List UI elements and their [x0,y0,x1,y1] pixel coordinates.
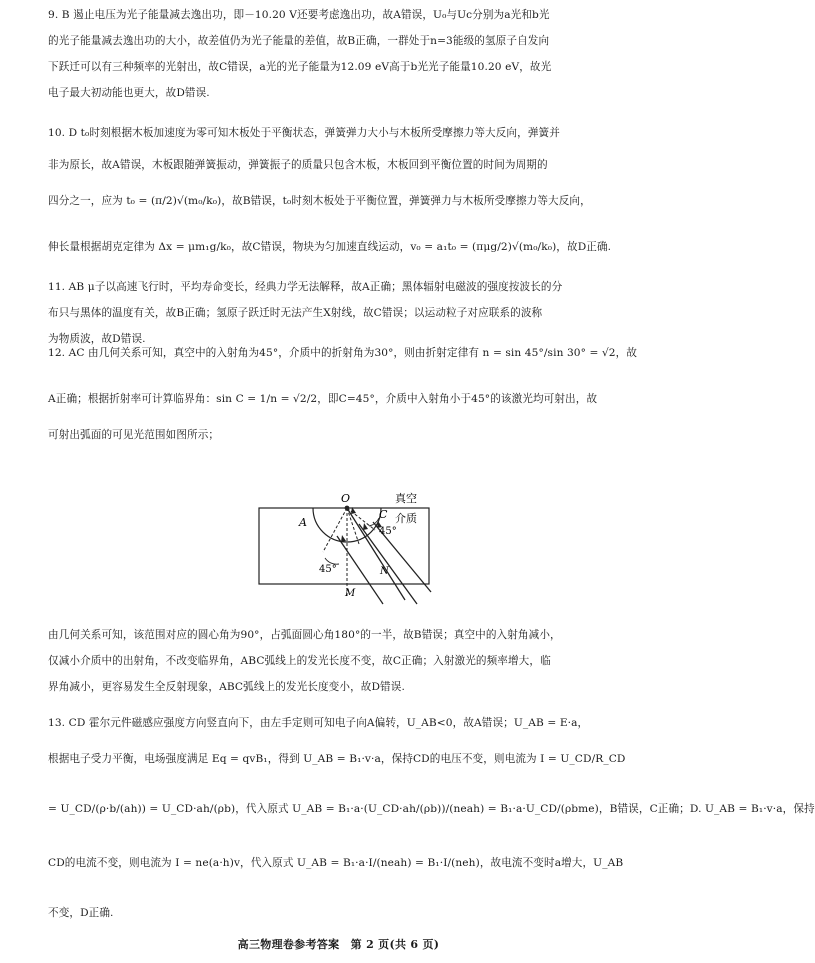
q11-line: 为物质波，故D错误. [48,333,146,345]
label-medium: 介质 [395,512,417,525]
q12-line: 界角减小，更容易发生全反射现象，ABC弧线上的发光长度变小，故D错误. [48,681,405,693]
q13-line: CD的电流不变，则电流为 I = ne(a·h)v，代入原式 U_AB = B₁·a·I/(neah) = B₁·I/(neh)，故电流不变时a增大，U_AB [48,857,624,869]
ray [337,536,383,604]
q13-line: 13. CD 霍尔元件磁感应强度方向竖直向下，由左手定则可知电子向A偏转，U_AB<0，故A错误；U_AB = E·a， [48,717,589,729]
angle-label: 45° [379,526,397,537]
angle-label: 45° [319,564,337,575]
q10-line: 伸长量根据胡克定律为 Δx = μm₁g/k₀，故C错误，物块为匀加速直线运动，v₀ = a₁t₀ = (πμg/2)√(m₀/k₀)，故D正确. [48,241,612,253]
q9-line: 下跃迁可以有三种频率的光射出，故C错误，a光的光子能量为12.09 eV高于b光光子能量10.20 eV，故光 [48,61,552,73]
q13-line: = U_CD/(ρ·b/(ah)) = U_CD·ah/(ρb)，代入原式 U_AB = B₁·a·(U_CD·ah/(ρb))/(neah) = B₁·a·U_CD/(ρbme)，B错误，C正确；D. U_AB = B₁·v·a，保持 [48,803,815,815]
q9-line: 的光子能量减去逸出功的大小，故差值仍为光子能量的差值，故B正确，一群处于n=3能级的氢原子自发向 [48,35,550,47]
q12-line: 12. AC 由几何关系可知，真空中的入射角为45°，介质中的折射角为30°，则由折射定律有 n = sin 45°/sin 30° = √2，故 [48,347,638,359]
q10-line: 10. D t₀时刻根据木板加速度为零可知木板处于平衡状态，弹簧弹力大小与木板所受摩擦力等大反向，弹簧并 [48,127,560,139]
q11-line: 11. AB μ子以高速飞行时，平均寿命变长，经典力学无法解释，故A正确；黑体辐射电磁波的强度按波长的分 [48,281,563,293]
ray-arrow [341,535,346,542]
label-n: N [380,566,389,577]
refraction-diagram [255,488,435,608]
q10-line: 四分之一，应为 t₀ = (π/2)√(m₀/k₀)，故B错误，t₀时刻木板处于平衡位置，弹簧弹力与木板所受摩擦力等大反向， [48,195,591,207]
label-vacuum: 真空 [395,492,417,505]
q13-line: 根据电子受力平衡，电场强度满足 Eq = qvB₁，得到 U_AB = B₁·v·a，保持CD的电压不变，则电流为 I = U_CD/R_CD [48,753,626,765]
q9-line: 9. B 遏止电压为光子能量减去逸出功，即－10.20 V还要考虑逸出功，故A错误，U₀与Uc分别为a光和b光 [48,9,550,21]
label-c: C [379,508,388,521]
q12-line: A正确；根据折射率可计算临界角：sin C = 1/n = √2/2，即C=45°，介质中入射角小于45°的该激光均可射出，故 [48,393,598,405]
q11-line: 布只与黑体的温度有关，故B正确；氢原子跃迁时无法产生X射线，故C错误；以运动粒子对应联系的波称 [48,307,543,319]
q12-line: 由几何关系可知，该范围对应的圆心角为90°，占弧面圆心角180°的一半，故B错误；真空中的入射角减小， [48,629,561,641]
center-point [345,506,350,511]
label-m: M [345,588,356,599]
q9-line: 电子最大初动能也更大，故D错误. [48,87,210,99]
q12-line: 可射出弧面的可见光范围如图所示； [48,429,220,441]
page-footer: 高三物理卷参考答案 第 2 页(共 6 页) [237,938,440,951]
q10-line: 非为原长，故A错误，木板跟随弹簧振动，弹簧振子的质量只包含木板，木板回到平衡位置的时间为周期的 [48,159,548,171]
label-a: A [299,516,307,529]
q13-line: 不变，D正确. [48,907,114,919]
q12-line: 仅减小介质中的出射角，不改变临界角，ABC弧线上的发光长度不变，故C正确；入射激光的频率增大，临 [48,655,551,667]
label-o: O [341,492,351,505]
